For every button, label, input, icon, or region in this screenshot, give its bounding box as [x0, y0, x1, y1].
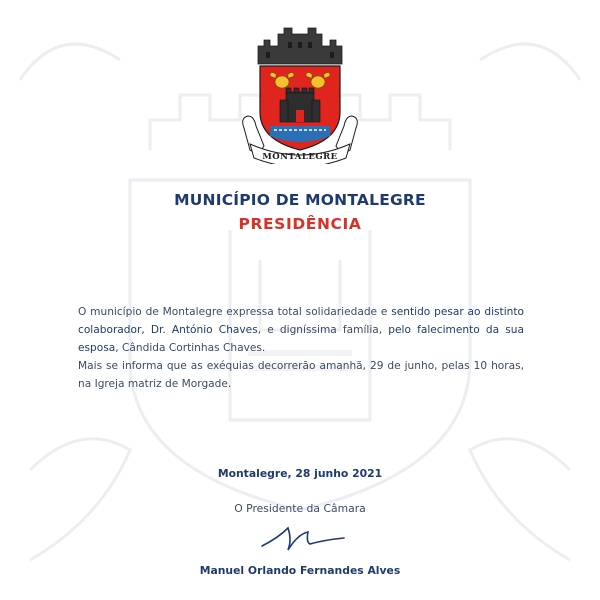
banner-text: MONTALEGRE — [262, 152, 338, 162]
message-paragraph-2: Mais se informa que as exéquias decorrerão amanhã, 29 de junho, pelas 10 horas, na Igreja matriz de Morgade. — [78, 360, 524, 390]
message-emphasis: pelo falecimento da sua esposa — [78, 324, 524, 354]
page-title: MUNICÍPIO DE MONTALEGRE — [174, 191, 426, 209]
message-emphasis: sentido pesar ao distinto colaborador, Dr. António Chaves — [78, 306, 524, 336]
document-date: Montalegre, 28 junho 2021 — [217, 467, 383, 480]
message-text: O município de Montalegre expressa total solidariedade e — [78, 306, 392, 318]
signer-name: Manuel Orlando Fernandes Alves — [199, 564, 401, 577]
montalegre-coat-of-arms — [236, 16, 364, 164]
page-subtitle: PRESIDÊNCIA — [238, 215, 362, 233]
message-text: , e digníssima família, — [257, 324, 389, 336]
message-text: , Cândida Cortinhas Chaves. — [115, 342, 266, 354]
message-paragraph-1 — [78, 303, 524, 357]
signer-role: O Presidente da Câmara — [234, 502, 366, 515]
message-body — [78, 303, 524, 393]
handwritten-signature — [258, 516, 348, 556]
